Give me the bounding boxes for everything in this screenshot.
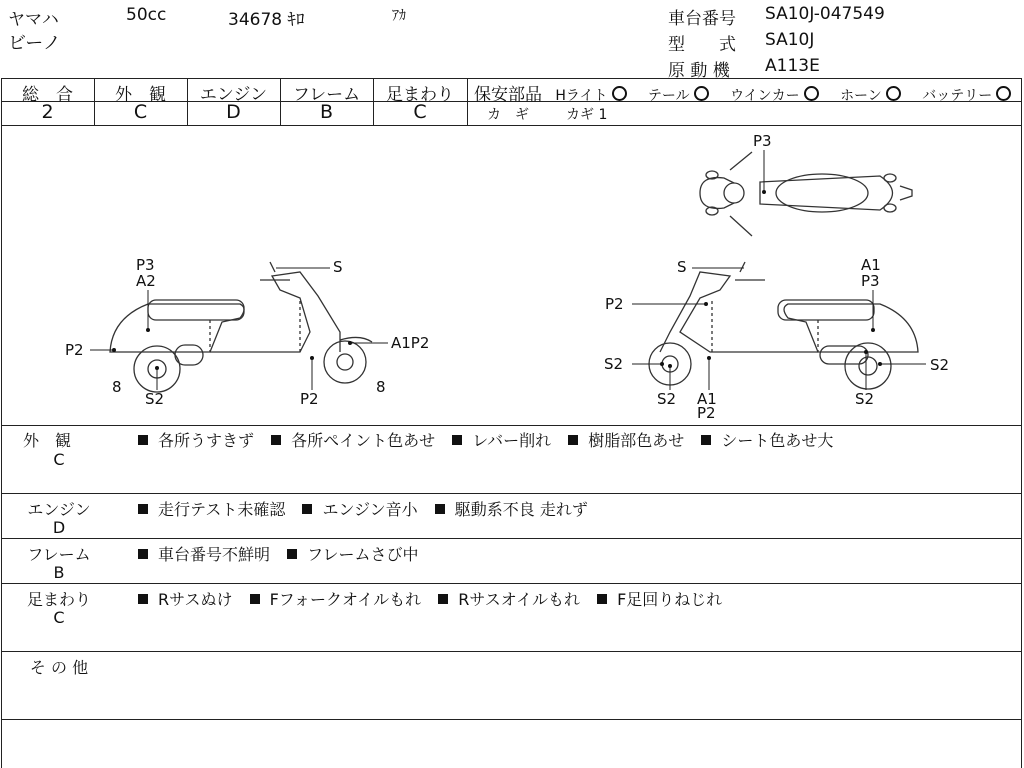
grade-label-suspension: 足まわり xyxy=(386,85,454,105)
callout-label: P3 xyxy=(753,132,772,150)
safety-label: 保安部品 xyxy=(474,85,542,105)
remark-label-engine: エンジン xyxy=(27,500,91,519)
remark-label-suspension: 足まわり xyxy=(26,590,91,609)
remark-grade-exterior: C xyxy=(53,450,65,469)
callout-label: A1P2 xyxy=(391,334,430,352)
grade-label-frame: フレーム xyxy=(292,85,361,105)
horn-label: ホーン xyxy=(840,88,882,104)
remark-items-exterior: 各所うすきず 各所ペイント色あせ レバー削れ 樹脂部色あせ シート色あせ大 xyxy=(138,428,845,451)
callout-label: S2 xyxy=(855,390,875,408)
callout-label: 8 xyxy=(376,378,386,396)
callout-label: P3 xyxy=(136,256,155,274)
grade-label-exterior: 外 観 xyxy=(115,85,166,105)
callout-label: S xyxy=(677,258,687,276)
tail-label: テール xyxy=(647,88,690,104)
callout-label: A1 xyxy=(861,256,881,274)
key-value: カギ 1 xyxy=(566,107,608,123)
battery-ok-icon xyxy=(996,86,1011,101)
headlight-ok-icon xyxy=(612,86,627,101)
battery-label: バッテリー xyxy=(922,88,993,104)
grade-label-overall: 総 合 xyxy=(22,85,73,105)
callout-label: A1 xyxy=(697,390,717,408)
callout-label: S2 xyxy=(930,356,950,374)
displacement: 50cc xyxy=(126,5,167,25)
callout-label: S2 xyxy=(145,390,165,408)
safety-parts xyxy=(474,80,1017,105)
grade-value-frame: B xyxy=(319,101,334,123)
callout-label: P2 xyxy=(300,390,319,408)
remark-items-engine: 走行テスト未確認 エンジン音小 駆動系不良 走れず xyxy=(138,497,600,520)
winker-ok-icon xyxy=(804,86,819,101)
grade-value-engine: D xyxy=(226,101,241,123)
tail-ok-icon xyxy=(694,86,709,101)
color: ｱｶ xyxy=(392,8,406,24)
callout-label: A2 xyxy=(136,272,156,290)
grade-value-exterior: C xyxy=(133,101,148,123)
remark-label-other: そ の 他 xyxy=(29,658,89,677)
remark-label-exterior: 外 観 xyxy=(22,431,71,450)
right-callouts xyxy=(604,256,949,422)
winker-label: ウインカー xyxy=(730,88,800,104)
callout-label: S2 xyxy=(604,355,624,373)
callout-label: P2 xyxy=(605,295,624,313)
type-label: 型 式 xyxy=(668,35,736,55)
horn-ok-icon xyxy=(886,86,901,101)
mileage: 34678 ｷﾛ xyxy=(228,10,305,30)
remark-grade-frame: B xyxy=(53,563,65,582)
callout-label: 8 xyxy=(112,378,122,396)
scooter-top-view xyxy=(700,152,912,236)
frame-no: SA10J-047549 xyxy=(765,4,885,24)
engine-label: 原 動 機 xyxy=(668,61,730,81)
damage-diagram xyxy=(0,126,1022,424)
remark-items-suspension: Rサスぬけ Fフォークオイルもれ Rサスオイルもれ F足回りねじれ xyxy=(138,587,734,610)
key-label: カ ギ xyxy=(487,107,529,123)
remark-grade-engine: D xyxy=(52,518,66,537)
grade-value-overall: 2 xyxy=(41,101,54,123)
type-value: SA10J xyxy=(765,30,815,50)
engine-value: A113E xyxy=(765,56,820,76)
callout-label: S2 xyxy=(657,390,677,408)
callout-label: P2 xyxy=(697,404,716,422)
remark-items-frame: 車台番号不鮮明 フレームさび中 xyxy=(138,542,430,565)
left-callouts xyxy=(65,256,429,408)
frame-no-label: 車台番号 xyxy=(668,9,736,29)
top-callouts xyxy=(753,132,772,194)
divider xyxy=(1,78,1022,79)
callout-label: P3 xyxy=(861,272,880,290)
callout-label: S xyxy=(333,258,343,276)
maker: ヤマハ xyxy=(8,10,59,30)
grade-label-engine: エンジン xyxy=(199,85,268,105)
headlight-label: Hライト xyxy=(555,88,608,104)
remark-label-frame: フレーム xyxy=(27,545,91,564)
remark-grade-suspension: C xyxy=(53,608,65,627)
callout-label: P2 xyxy=(65,341,84,359)
model-name: ビーノ xyxy=(8,33,61,54)
grade-value-suspension: C xyxy=(413,101,427,123)
